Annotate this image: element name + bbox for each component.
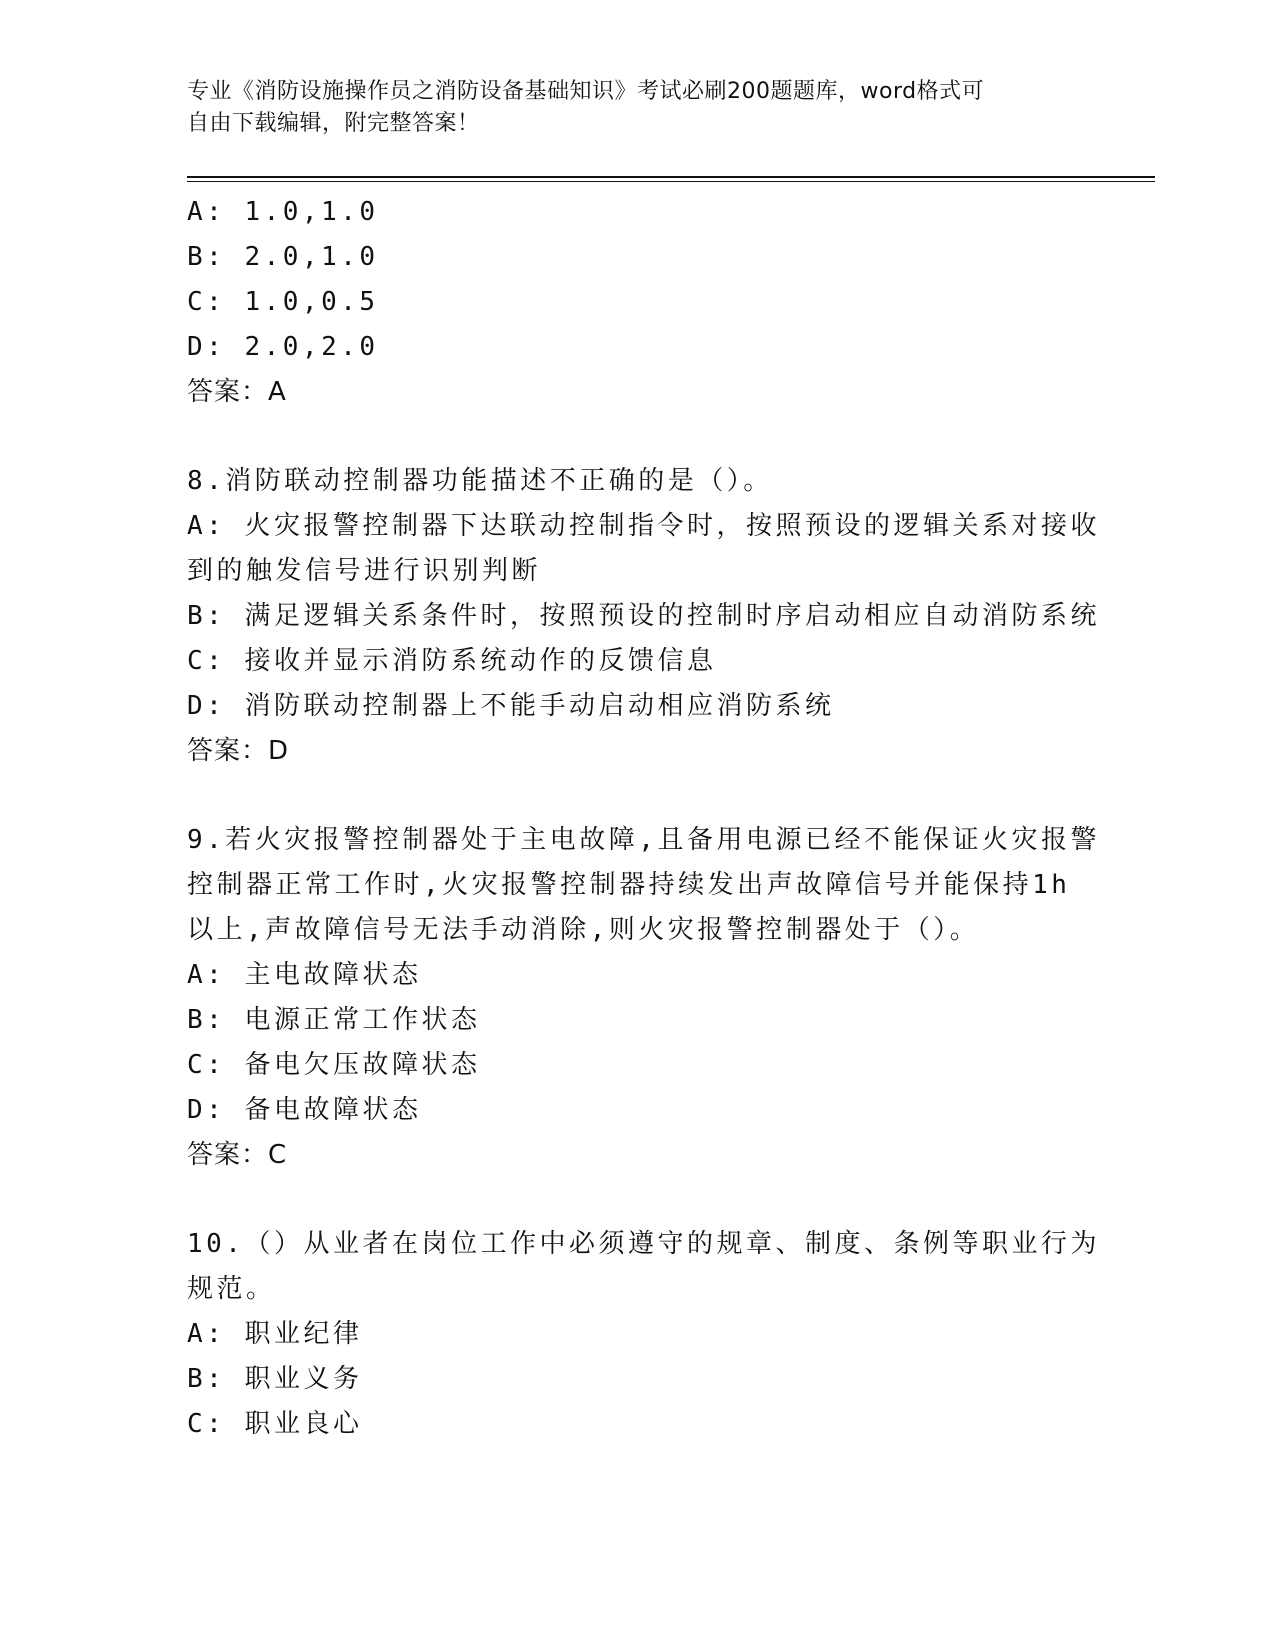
option-a: A: 1.0,1.0 [187, 197, 379, 227]
document-header [187, 76, 1067, 140]
option-a-continued: 到的触发信号进行识别判断 [187, 556, 542, 586]
question-list [187, 190, 1100, 1447]
option-b: B: 电源正常工作状态 [187, 1005, 481, 1035]
question-block-10 [187, 1222, 1100, 1447]
option-a: A: 火灾报警控制器下达联动控制指令时，按照预设的逻辑关系对接收 [187, 511, 1100, 541]
option-d: D: 备电故障状态 [187, 1095, 422, 1125]
question-block-8 [187, 459, 1100, 774]
option-c: C: 职业良心 [187, 1409, 363, 1439]
header-rule-thick [187, 176, 1155, 178]
option-d: D: 2.0,2.0 [187, 332, 379, 362]
answer-line: 答案：D [187, 736, 290, 766]
option-a: A: 职业纪律 [187, 1319, 363, 1349]
option-a: A: 主电故障状态 [187, 960, 422, 990]
option-d: D: 消防联动控制器上不能手动启动相应消防系统 [187, 691, 835, 721]
option-c: C: 接收并显示消防系统动作的反馈信息 [187, 646, 717, 676]
question-stem: 9.若火灾报警控制器处于主电故障,且备用电源已经不能保证火灾报警 [187, 825, 1100, 855]
option-b: B: 满足逻辑关系条件时，按照预设的控制时序启动相应自动消防系统 [187, 601, 1100, 631]
option-c: C: 1.0,0.5 [187, 287, 379, 317]
header-rule-thin [187, 181, 1155, 182]
option-b: B: 职业义务 [187, 1364, 363, 1394]
header-line-2: 自由下载编辑，附完整答案！ [187, 111, 480, 136]
question-block-prev [187, 190, 1087, 415]
option-c: C: 备电欠压故障状态 [187, 1050, 481, 1080]
question-stem: 8.消防联动控制器功能描述不正确的是（）。 [187, 466, 773, 496]
answer-line: 答案：A [187, 377, 287, 407]
question-stem-continued: 以上,声故障信号无法手动消除,则火灾报警控制器处于（）。 [187, 915, 980, 945]
option-b: B: 2.0,1.0 [187, 242, 379, 272]
answer-line: 答案：C [187, 1140, 288, 1170]
question-stem-continued: 控制器正常工作时,火灾报警控制器持续发出声故障信号并能保持1h [187, 870, 1071, 900]
question-block-9 [187, 818, 1100, 1178]
header-line-1: 专业《消防设施操作员之消防设备基础知识》考试必刷200题题库，word格式可 [187, 79, 985, 104]
question-stem: 10.（）从业者在岗位工作中必须遵守的规章、制度、条例等职业行为 [187, 1229, 1100, 1259]
question-stem-continued: 规范。 [187, 1274, 276, 1304]
